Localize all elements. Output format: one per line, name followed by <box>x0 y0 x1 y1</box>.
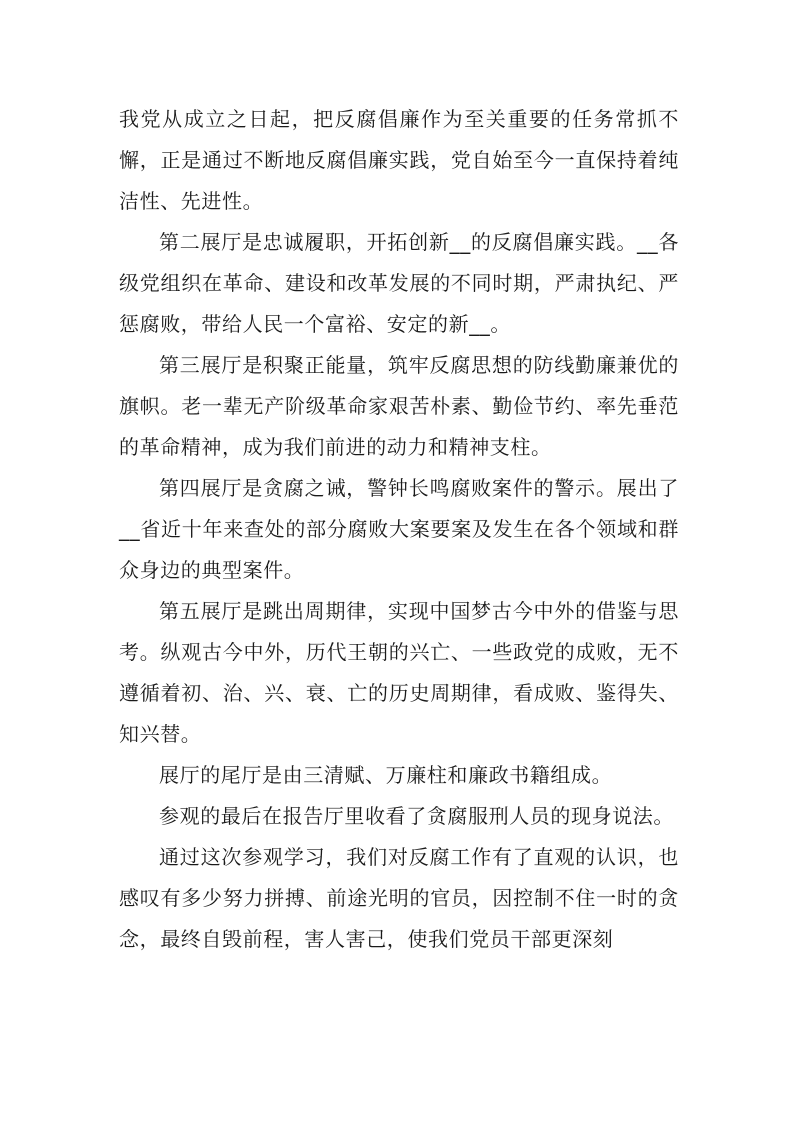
paragraph-1: 我党从成立之日起，把反腐倡廉作为至关重要的任务常抓不懈，正是通过不断地反腐倡廉实践，党自始至今一直保持着纯洁性、先进性。 <box>119 107 679 213</box>
paragraph-6: 展厅的尾厅是由三清赋、万廉柱和廉政书籍组成。 <box>159 763 613 787</box>
paragraph-8: 通过这次参观学习，我们对反腐工作有了直观的认识，也感叹有多少努力拼搏、前途光明的官员，因控制不住一时的贪念，最终自毁前程，害人害己，使我们党员干部更深刻 <box>119 845 679 951</box>
paragraph-7: 参观的最后在报告厅里收看了贪腐服刑人员的现身说法。 <box>159 804 674 828</box>
body-text <box>119 99 679 960</box>
paragraph-4: 第四展厅是贪腐之诫，警钟长鸣腐败案件的警示。展出了__省近十年来查处的部分腐败大案要案及发生在各个领域和群众身边的典型案件。 <box>119 476 679 582</box>
paragraph-5: 第五展厅是跳出周期律，实现中国梦古今中外的借鉴与思考。纵观古今中外，历代王朝的兴亡、一些政党的成败，无不遵循着初、治、兴、衰、亡的历史周期律，看成败、鉴得失、知兴替。 <box>119 599 679 746</box>
paragraph-3: 第三展厅是积聚正能量，筑牢反腐思想的防线勤廉兼优的旗帜。老一辈无产阶级革命家艰苦朴素、勤俭节约、率先垂范的革命精神，成为我们前进的动力和精神支柱。 <box>119 353 679 459</box>
paragraph-2: 第二展厅是忠诚履职，开拓创新__的反腐倡廉实践。__各级党组织在革命、建设和改革发展的不同时期，严肃执纪、严惩腐败，带给人民一个富裕、安定的新__。 <box>119 230 679 336</box>
